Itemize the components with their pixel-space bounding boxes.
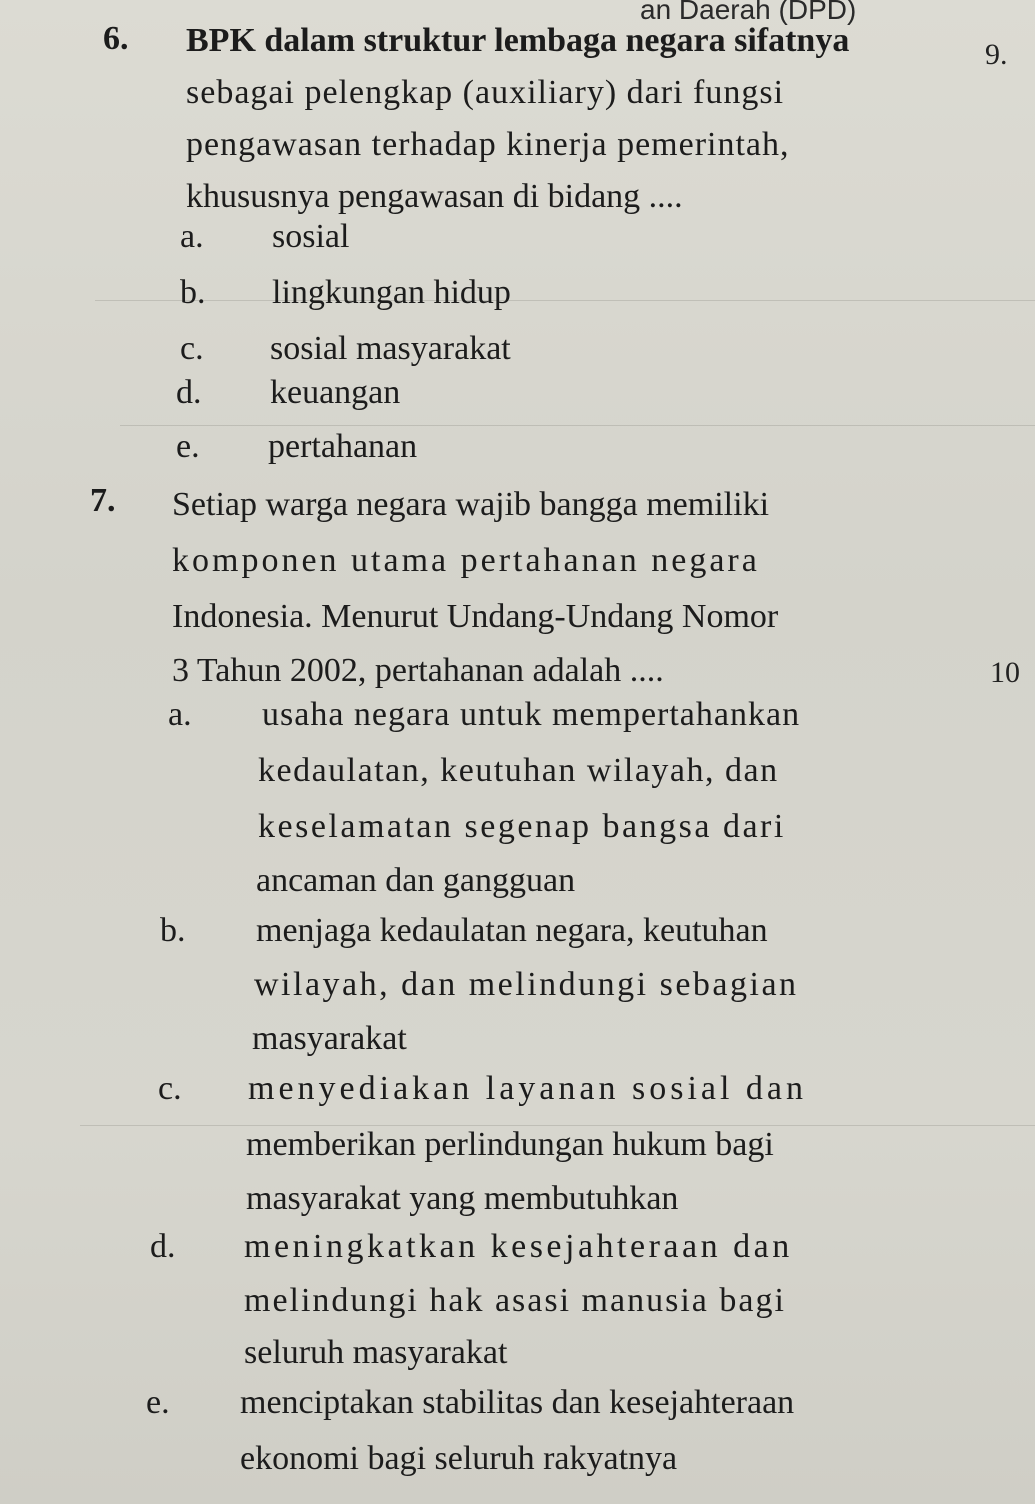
option-letter: d. (150, 1228, 176, 1265)
option-text: menyediakan layanan sosial dan (248, 1070, 808, 1107)
question-stem-line: khususnya pengawasan di bidang .... (186, 178, 683, 215)
option-letter: b. (180, 274, 206, 311)
side-question-number: 9. (985, 38, 1008, 71)
option-text: menciptakan stabilitas dan kesejahteraan (240, 1384, 795, 1421)
option-text: masyarakat yang membutuhkan (246, 1180, 679, 1217)
option-text: menjaga kedaulatan negara, keutuhan (256, 912, 768, 949)
option-text: pertahanan (268, 428, 418, 465)
option-text: wilayah, dan melindungi sebagian (254, 966, 799, 1003)
option-letter: d. (176, 374, 202, 411)
question-stem-line: 3 Tahun 2002, pertahanan adalah .... (172, 652, 664, 689)
option-letter: c. (158, 1070, 182, 1107)
option-text: melindungi hak asasi manusia bagi (244, 1282, 786, 1319)
option-text: ancaman dan gangguan (256, 862, 576, 899)
question-stem-line: BPK dalam struktur lembaga negara sifatnya (186, 22, 850, 59)
question-stem-line: sebagai pelengkap (auxiliary) dari fungsi (186, 74, 785, 111)
paper-fold-line (95, 300, 1035, 301)
question-number: 7. (90, 482, 116, 519)
option-text: keselamatan segenap bangsa dari (258, 808, 786, 845)
option-text: sosial (272, 218, 350, 255)
option-text: meningkatkan kesejahteraan dan (244, 1228, 793, 1265)
option-letter: b. (160, 912, 186, 949)
question-stem-line: pengawasan terhadap kinerja pemerintah, (186, 126, 790, 163)
option-text: seluruh masyarakat (244, 1334, 508, 1371)
side-question-number: 10 (990, 656, 1020, 689)
question-stem-line: Setiap warga negara wajib bangga memiliki (172, 486, 770, 523)
question-stem-line: Indonesia. Menurut Undang-Undang Nomor (172, 598, 779, 635)
option-letter: a. (180, 218, 204, 255)
question-stem-line: komponen utama pertahanan negara (172, 542, 760, 579)
option-text: keuangan (270, 374, 401, 411)
option-letter: a. (168, 696, 192, 733)
option-text: masyarakat (252, 1020, 407, 1057)
option-letter: c. (180, 330, 204, 367)
option-text: memberikan perlindungan hukum bagi (246, 1126, 774, 1163)
option-text: ekonomi bagi seluruh rakyatnya (240, 1440, 678, 1477)
question-number: 6. (103, 20, 129, 57)
option-letter: e. (176, 428, 200, 465)
option-letter: e. (146, 1384, 170, 1421)
option-text: kedaulatan, keutuhan wilayah, dan (258, 752, 779, 789)
option-text: lingkungan hidup (272, 274, 511, 311)
paper-fold-line (120, 425, 1035, 426)
header-fragment: an Daerah (DPD) (640, 0, 857, 25)
option-text: sosial masyarakat (270, 330, 511, 367)
option-text: usaha negara untuk mempertahankan (262, 696, 801, 733)
